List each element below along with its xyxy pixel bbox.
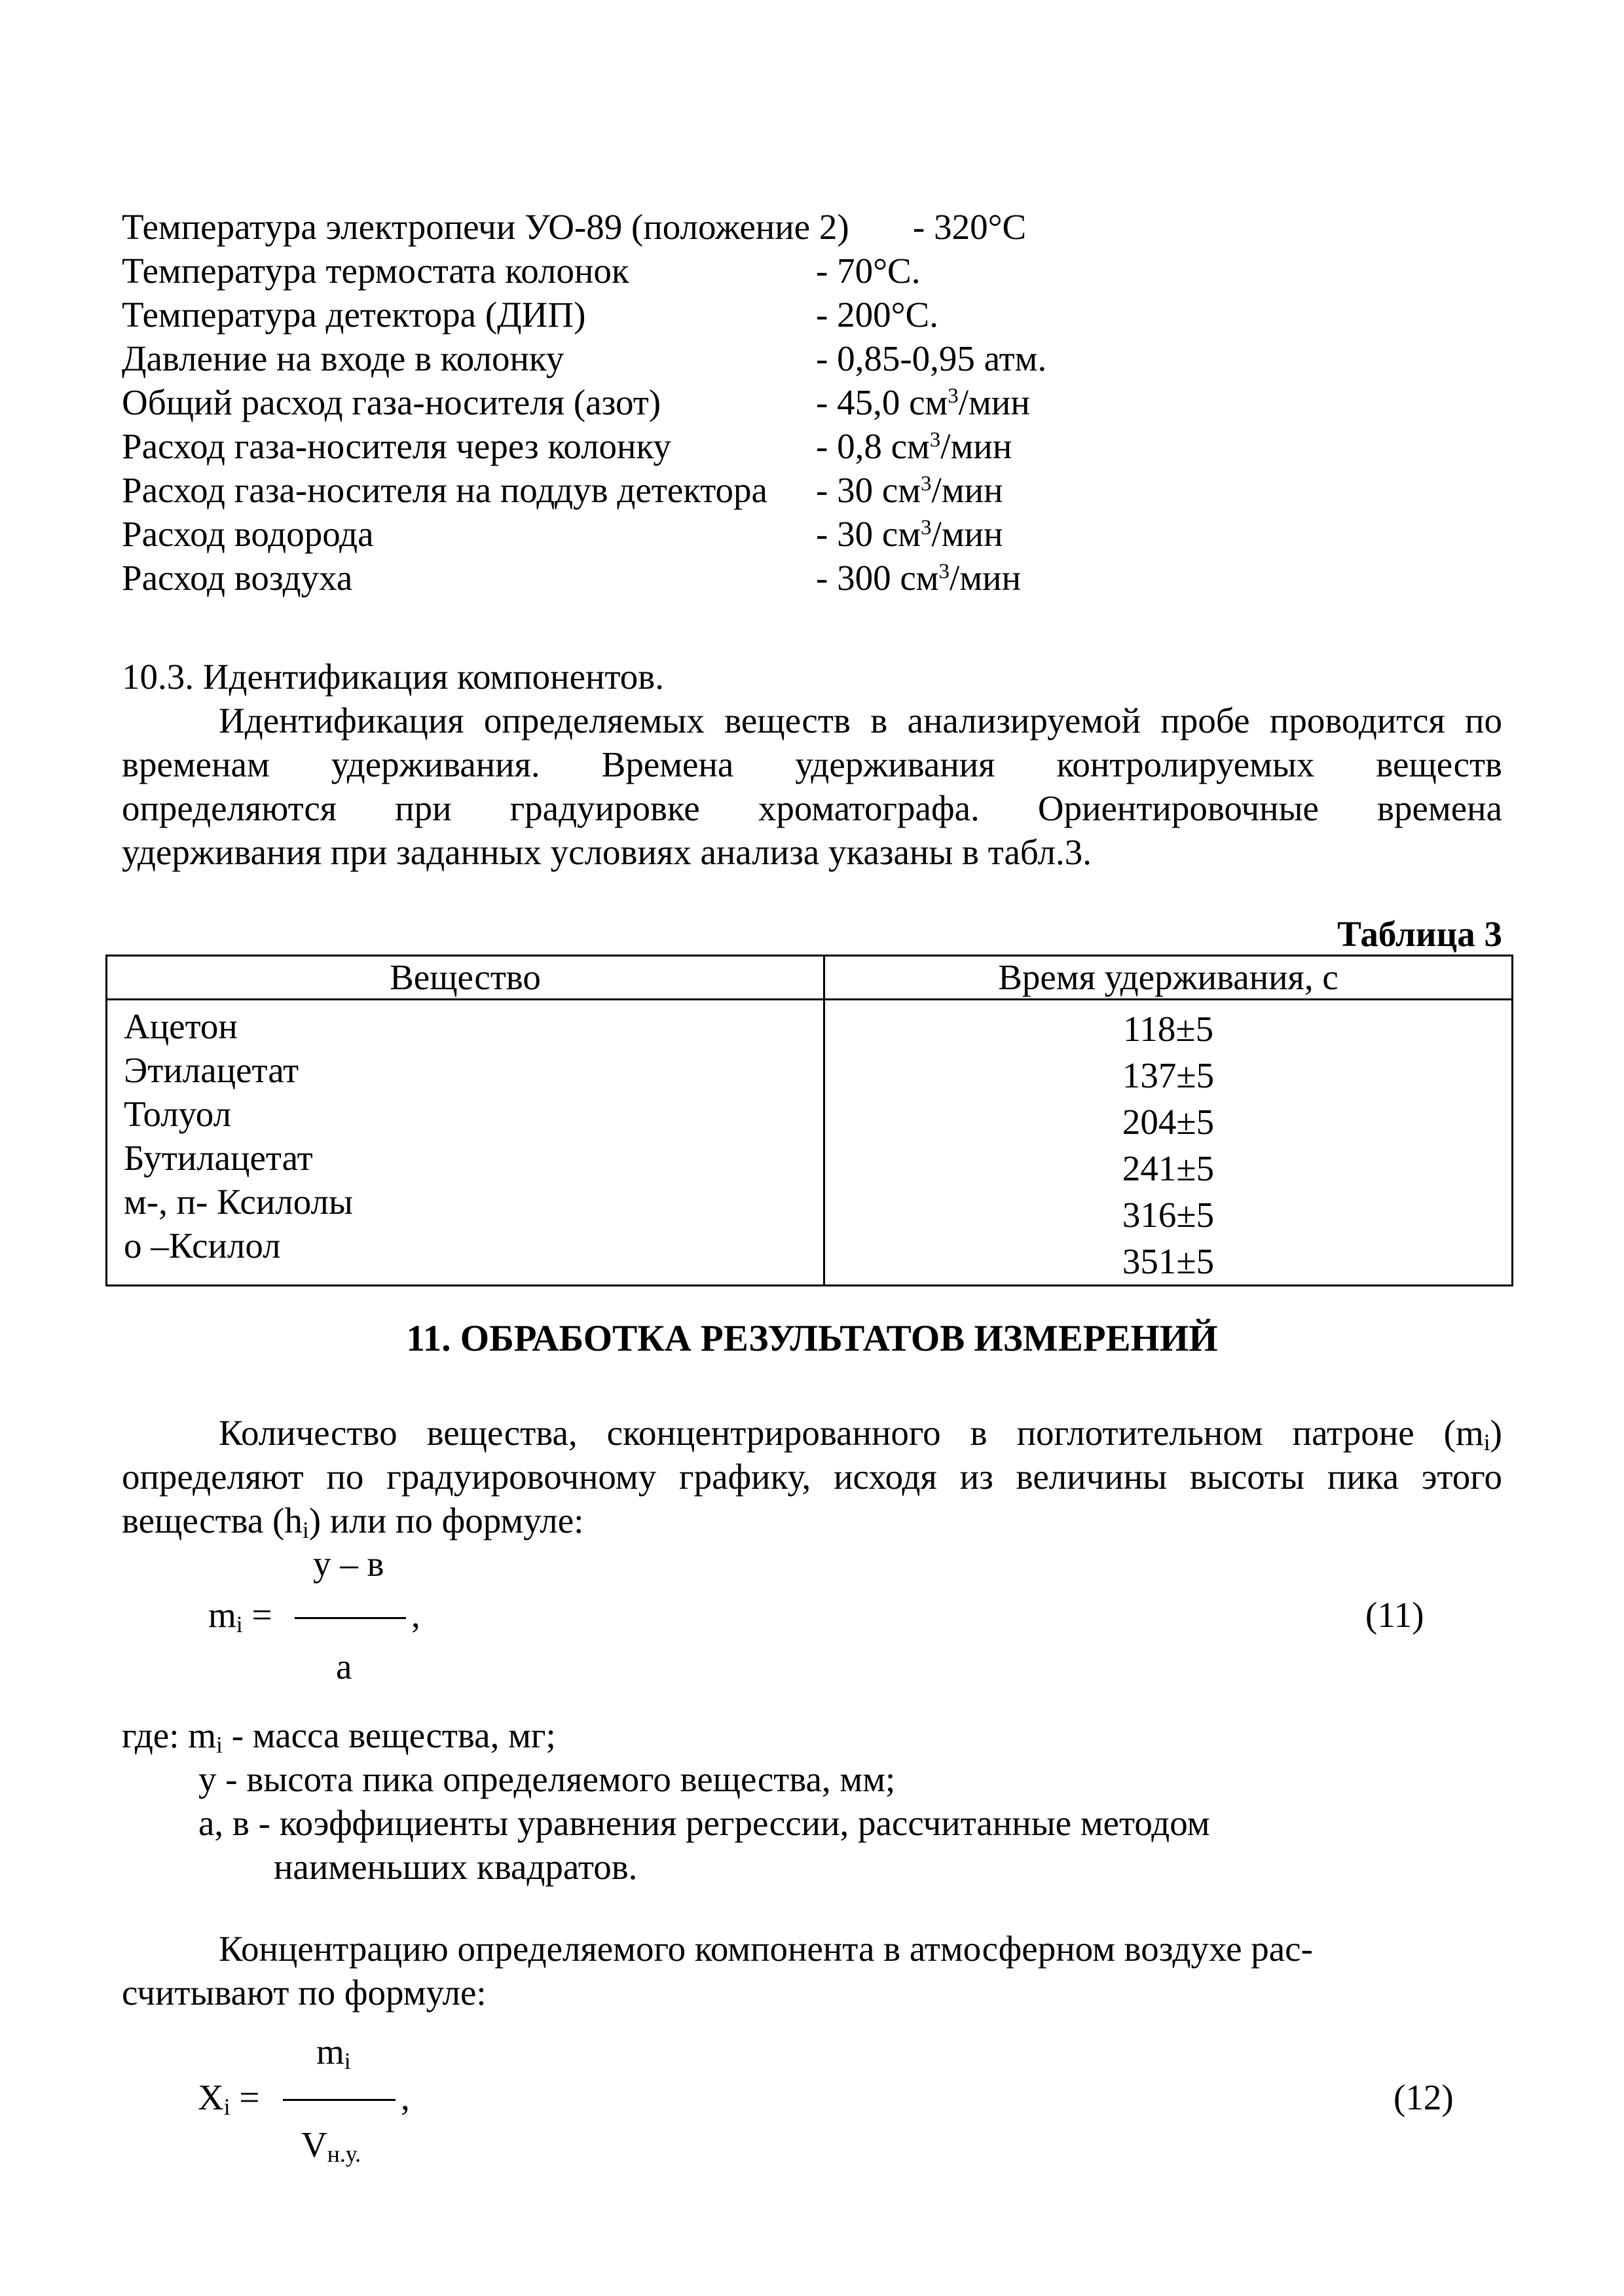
param-value: - 200°С.	[816, 295, 938, 335]
paragraph-line: Концентрацию определяемого компонента в атмосферном воздухе рас-	[219, 1929, 1313, 1969]
retention-time: 241±5	[1122, 1148, 1215, 1188]
value-text: - 30 см	[816, 514, 921, 554]
formula-lhs	[198, 2075, 259, 2119]
formula-denominator	[301, 2123, 361, 2166]
substance-name: Ацетон	[124, 1006, 238, 1046]
section-11-paragraph	[122, 1411, 1502, 1542]
substance-cell	[107, 1000, 824, 1286]
param-label: Давление на входе в колонку	[122, 338, 564, 378]
superscript: 3	[948, 384, 959, 408]
formula-comma: ,	[411, 1595, 420, 1635]
table-row	[107, 1000, 1513, 1286]
subscript: i	[216, 1731, 223, 1758]
param-value: - 70°С.	[816, 251, 921, 291]
retention-time-table	[105, 955, 1513, 1286]
line-text: вещества (h	[122, 1501, 303, 1540]
subscript: н.у.	[327, 2140, 361, 2167]
superscript: 3	[921, 515, 932, 539]
param-label: Температура детектора (ДИП)	[122, 295, 586, 335]
paragraph-line: определяются при градуировке хроматографа. Ориентировочные времена	[122, 788, 1502, 828]
param-value	[816, 556, 1021, 600]
paragraph-line	[122, 1411, 1502, 1455]
section-10-3-title: 10.3. Идентификация компонентов.	[122, 657, 664, 697]
value-unit: /мин	[931, 470, 1003, 510]
param-label: Температура термостата колонок	[122, 251, 629, 291]
substance-name: м-, п- Ксилолы	[124, 1182, 353, 1222]
retention-time: 118±5	[1122, 1009, 1214, 1049]
formula-denominator: а	[336, 1647, 352, 1686]
paragraph-line	[122, 1499, 1502, 1542]
value-unit: /мин	[950, 558, 1021, 598]
substance-name: Толуол	[124, 1094, 232, 1134]
formula-numerator	[316, 2030, 351, 2073]
value-unit: /мин	[958, 382, 1030, 422]
formula-symbol: V	[301, 2124, 327, 2164]
section-10-3-paragraph	[122, 699, 1502, 874]
retention-time-cell	[824, 1000, 1513, 1286]
subscript: i	[344, 2047, 351, 2074]
paragraph-line: Идентификация определяемых веществ в анализируемой пробе проводится по	[219, 701, 1502, 740]
value-text: - 300 см	[816, 558, 939, 598]
equation-number: (11)	[1365, 1595, 1424, 1635]
substance-name: о –Ксилол	[124, 1226, 281, 1266]
superscript: 3	[938, 559, 950, 583]
equals-sign: =	[239, 2077, 260, 2117]
line-text: ) или по формуле:	[308, 1501, 584, 1540]
paragraph-line: временам удерживания. Времена удерживания контролируемых веществ	[122, 744, 1502, 784]
retention-time: 351±5	[1122, 1241, 1215, 1281]
substance-name: Этилацетат	[124, 1050, 299, 1090]
section-11-heading: 11. ОБРАБОТКА РЕЗУЛЬТАТОВ ИЗМЕРЕНИЙ	[406, 1318, 1218, 1359]
concentration-paragraph	[122, 1927, 1502, 2014]
column-header-retention-time: Время удерживания, с	[824, 956, 1513, 1000]
param-label: Расход водорода	[122, 514, 374, 554]
param-value	[816, 468, 1003, 512]
paragraph-line: считывают по формуле:	[122, 1973, 487, 2013]
param-label: Расход газа-носителя через колонку	[122, 426, 671, 466]
param-label: Общий расход газа-носителя (азот)	[122, 382, 661, 422]
fraction-bar	[283, 2099, 396, 2101]
param-value: - 0,85-0,95 атм.	[816, 338, 1047, 378]
param-value: - 320°C	[913, 207, 1027, 247]
line-text: )	[1490, 1413, 1502, 1453]
param-value	[816, 380, 1030, 424]
substance-name: Бутилацетат	[124, 1138, 313, 1178]
value-text: - 30 см	[816, 470, 921, 510]
param-label: Расход газа-носителя на поддув детектора	[122, 470, 767, 510]
superscript: 3	[921, 471, 932, 496]
value-unit: /мин	[940, 426, 1012, 466]
definition-line	[122, 1713, 556, 1757]
line-text: где: m	[122, 1715, 217, 1755]
table-header-row	[107, 956, 1513, 1000]
value-text: - 45,0 см	[816, 382, 948, 422]
formula-numerator: у – в	[313, 1544, 384, 1584]
param-label: Расход воздуха	[122, 558, 353, 598]
column-header-substance: Вещество	[107, 956, 824, 1000]
superscript: 3	[929, 428, 941, 452]
param-value	[816, 424, 1012, 468]
line-text: - масса вещества, мг;	[222, 1715, 556, 1755]
subscript: i	[302, 1516, 309, 1543]
subscript: i	[236, 1611, 243, 1637]
definition-line: у - высота пика определяемого вещества, мм;	[198, 1759, 896, 1799]
subscript: i	[1483, 1429, 1490, 1455]
table-caption: Таблица 3	[1337, 914, 1502, 954]
fraction-bar	[295, 1617, 406, 1619]
subscript: i	[223, 2093, 231, 2120]
formula-lhs	[208, 1593, 272, 1637]
param-label: Температура электропечи УО-89 (положение 2)	[122, 207, 849, 247]
paragraph-line: определяют по градуировочному графику, исходя из величины высоты пика этого	[122, 1457, 1502, 1497]
paragraph-line: удерживания при заданных условиях анализа указаны в табл.3.	[122, 832, 1092, 872]
equation-number: (12)	[1393, 2077, 1454, 2117]
equals-sign: =	[251, 1595, 272, 1635]
param-value	[816, 512, 1003, 556]
formula-symbol: m	[316, 2032, 344, 2071]
line-text: Количество вещества, сконцентрированного в поглотительном патроне (m	[219, 1413, 1484, 1453]
retention-time: 316±5	[1122, 1195, 1215, 1235]
definition-line: а, в - коэффициенты уравнения регрессии, рассчитанные методом	[198, 1803, 1210, 1843]
retention-time: 204±5	[1122, 1102, 1215, 1142]
formula-symbol: m	[208, 1595, 236, 1635]
formula-comma: ,	[401, 2077, 410, 2117]
value-unit: /мин	[931, 514, 1003, 554]
value-text: - 0,8 см	[816, 426, 930, 466]
retention-time: 137±5	[1122, 1055, 1215, 1095]
formula-symbol: X	[198, 2077, 224, 2117]
definition-line: наименьших квадратов.	[274, 1847, 638, 1887]
